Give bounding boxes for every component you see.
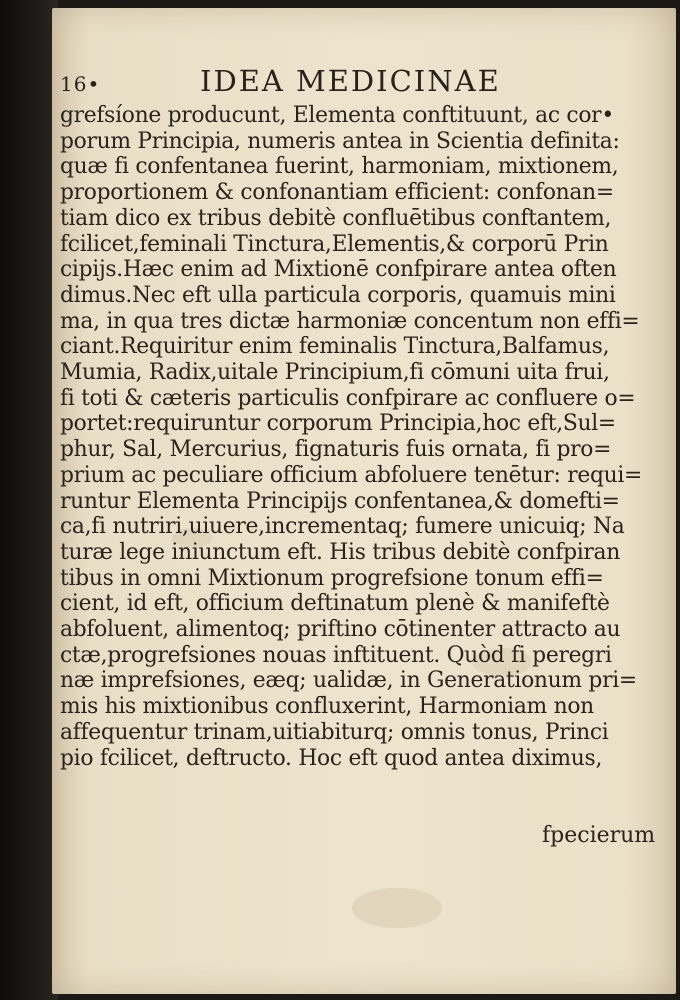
text-line: grefsíone producunt, Elementa conftituunt, ac cor• — [60, 103, 614, 128]
body-text — [60, 103, 650, 771]
text-line: quæ fi confentanea fuerint, harmoniam, mixtionem, — [60, 154, 619, 180]
text-line: abfoluent, alimentoq; priftino cōtinenter attracto au — [60, 617, 621, 643]
text-line: tiam dico ex tribus debitè confluētibus conftantem, — [60, 205, 612, 231]
text-line: dimus.Nec eft ulla particula corporis, quamuis mini — [60, 282, 616, 308]
text-line: ciant.Requiritur enim feminalis Tinctura,Balfamus, — [60, 334, 610, 360]
page-number: 16• — [60, 72, 101, 96]
paper-stain — [352, 888, 442, 928]
text-line: tibus in omni Mixtionum progrefsione tonum effi= — [60, 565, 604, 591]
text-line: prium ac peculiare officium abfoluere tenētur: requi= — [60, 462, 643, 488]
running-head — [60, 62, 600, 102]
text-line: portet:requiruntur corporum Principia,hoc eft,Sul= — [60, 411, 616, 437]
text-line: phur, Sal, Mercurius, fignaturis fuis ornata, fi pro= — [60, 437, 612, 463]
text-line: affequentur trinam,uitiabiturq; omnis tonus, Princi — [60, 719, 609, 745]
text-line: porum Principia, numeris antea in Scientia definita: — [60, 128, 620, 154]
text-line: cipijs.Hæc enim ad Mixtionē confpirare antea often — [60, 257, 617, 283]
text-line: fi toti & cæteris particulis confpirare ac confluere o= — [60, 385, 636, 411]
text-line: proportionem & confonantiam efficient: confonan= — [60, 180, 614, 206]
text-line: mis his mixtionibus confluxerint, Harmoniam non — [60, 694, 594, 720]
text-line: runtur Elementa Principijs confentanea,& domefti= — [60, 488, 620, 514]
catchword: fpecierum — [542, 823, 656, 848]
text-line: ma, in qua tres dictæ harmoniæ concentum non effi= — [60, 308, 640, 334]
text-line: fcilicet,feminali Tinctura,Elementis,& corporū Prin — [60, 231, 609, 257]
running-title: IDEA MEDICINAE — [200, 64, 501, 98]
text-line: ctæ,progrefsiones nouas inftituent. Quòd fi peregri — [60, 642, 612, 668]
text-line: ca,fi nutriri,uiuere,incrementaq; fumere unicuiq; Na — [60, 514, 625, 540]
text-line: næ imprefsiones, eæq; ualidæ, in Generationum pri= — [60, 668, 637, 694]
text-line: pio fcilicet, deftructo. Hoc eft quod antea diximus, — [60, 745, 603, 771]
book-gutter — [0, 0, 58, 1000]
text-line: turæ lege iniunctum eft. His tribus debitè confpiran — [60, 539, 621, 565]
text-line: Mumia, Radix,uitale Principium,fi cōmuni uita frui, — [60, 360, 610, 386]
text-line: cient, id eft, officium deftinatum plenè & manifeftè — [60, 591, 610, 617]
